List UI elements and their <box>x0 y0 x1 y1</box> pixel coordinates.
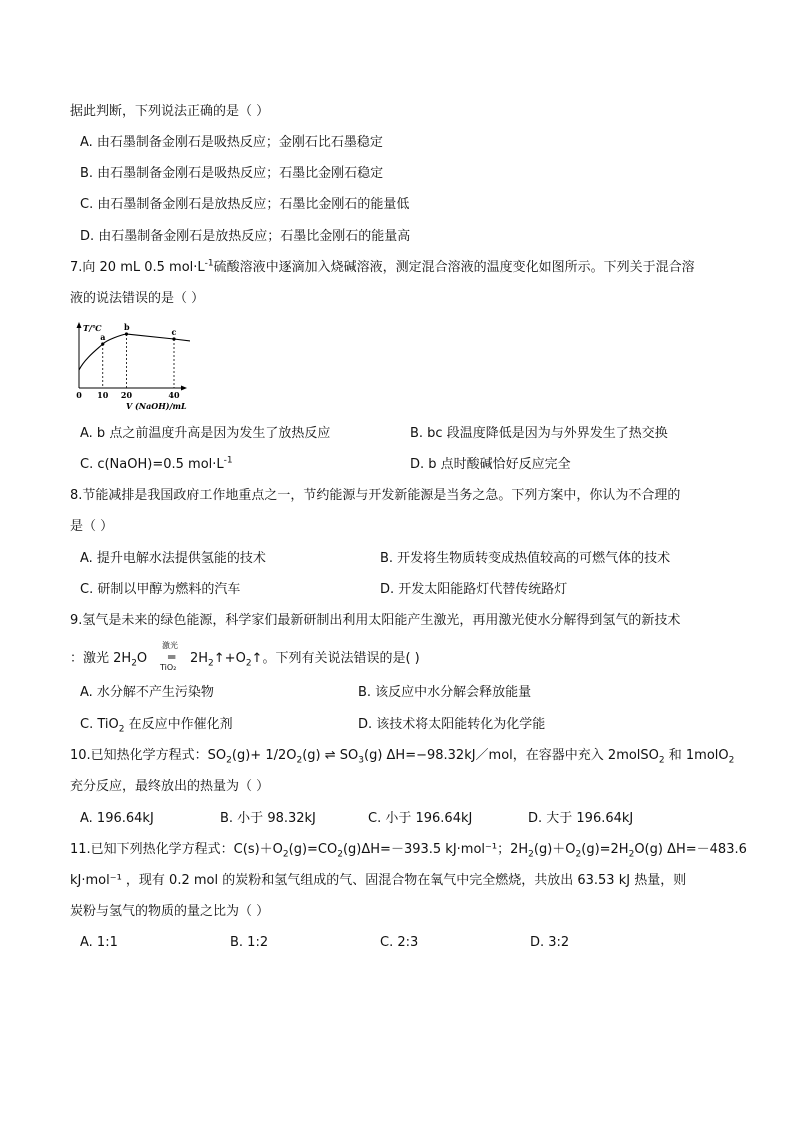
q11-stem-line3: 炭粉与氢气的物质的量之比为（ ） <box>70 904 270 919</box>
q6-option-d: D. 由石墨制备金刚石是放热反应；石墨比金刚石的能量高 <box>80 229 411 244</box>
q8-stem-line1: 8.节能减排是我国政府工作地重点之一，节约能源与开发新能源是当务之急。下列方案中，你认为不合理的 <box>70 488 681 503</box>
q11-option-d: D. 3:2 <box>530 935 570 950</box>
point-label-b: b <box>124 322 130 332</box>
point-a <box>101 342 104 345</box>
q8-option-a: A. 提升电解水法提供氢能的技术 <box>80 551 266 566</box>
q9-stem-line2-left: ：激光 $2H_2O$ <box>70 651 148 669</box>
q7-stem-line2: 液的说法错误的是（ ） <box>70 291 205 306</box>
q10-option-c: C. 小于 196.64kJ <box>368 811 473 826</box>
point-c <box>172 337 175 340</box>
q7-option-b: B. bc 段温度降低是因为与外界发生了热交换 <box>410 426 668 441</box>
q9-stem-line1: 9.氢气是未来的绿色能源，科学家们最新研制出利用太阳能产生激光，再用激光使水分解得到氢气的新技术 <box>70 613 681 628</box>
q10-stem-line1: 10.已知热化学方程式：$SO_2(g)+ 1/2O_2(g)$ ⇌ $SO_3(g)$ ΔH=−98.32kJ／mol，在容器中充入 2molSO$_2$ 和 1molO$_2$ <box>70 748 735 766</box>
q8-option-b: B. 开发将生物质转变成热值较高的可燃气体的技术 <box>380 551 671 566</box>
q9-option-c: C. TiO$_2$ 在反应中作催化剂 <box>80 717 233 735</box>
q7-stem-line1: 7.向 20 mL 0.5 $mol\cdot L^{-1}$硫酸溶液中逐滴加入烧碱溶液，测定混合溶液的温度变化如图所示。下列关于混合溶 <box>70 258 695 275</box>
x-tick-10: 10 <box>97 390 109 400</box>
point-label-c: c <box>171 327 177 337</box>
q9-option-d: D. 该技术将太阳能转化为化学能 <box>358 717 546 732</box>
y-axis-arrow <box>77 322 82 328</box>
y-axis-label: T/℃ <box>83 323 102 333</box>
q11-stem-line2: kJ·mol⁻¹ ，现有 0.2 mol 的炭粉和氢气组成的气、固混合物在氧气中完全燃烧，共放出 63.53 kJ 热量，则 <box>70 873 687 888</box>
q7-option-a: A. b 点之前温度升高是因为发生了放热反应 <box>80 426 331 441</box>
x-tick-40: 40 <box>168 390 180 400</box>
point-b <box>125 332 128 335</box>
q8-stem-line2: 是（ ） <box>70 519 114 534</box>
q6-option-c: C. 由石墨制备金刚石是放热反应；石墨比金刚石的能量低 <box>80 197 410 212</box>
q6-option-a: A. 由石墨制备金刚石是吸热反应；金刚石比石墨稳定 <box>80 135 383 150</box>
q9-option-a: A. 水分解不产生污染物 <box>80 685 214 700</box>
x-tick-0: 0 <box>76 390 82 400</box>
condition-laser: 激光 <box>162 641 178 650</box>
condition-equals: ═ <box>168 650 176 664</box>
x-tick-20: 20 <box>120 390 133 400</box>
x-axis-label: V (NaOH)/mL <box>126 401 187 411</box>
q10-option-b: B. 小于 98.32kJ <box>220 811 316 826</box>
q10-option-a: A. 196.64kJ <box>80 811 154 826</box>
q11-option-b: B. 1:2 <box>230 935 269 950</box>
condition-catalyst: TiO₂ <box>160 663 177 672</box>
q8-option-d: D. 开发太阳能路灯代替传统路灯 <box>380 582 568 597</box>
temperature-chart <box>70 320 190 412</box>
q7-option-d: D. b 点时酸碱恰好反应完全 <box>410 457 571 472</box>
q6-stem: 据此判断，下列说法正确的是（ ） <box>70 104 270 119</box>
x-axis-arrow <box>181 386 187 391</box>
q10-stem-line2: 充分反应，最终放出的热量为（ ） <box>70 779 270 794</box>
q9-option-b: B. 该反应中水分解会释放能量 <box>358 685 532 700</box>
q7-option-c: C. c(NaOH)=0.5 $mol\cdot L^{-1}$ <box>80 455 233 472</box>
q6-option-b: B. 由石墨制备金刚石是吸热反应；石墨比金刚石稳定 <box>80 166 384 181</box>
chart-svg <box>70 320 190 412</box>
q11-option-c: C. 2:3 <box>380 935 419 950</box>
q8-option-c: C. 研制以甲醇为燃料的汽车 <box>80 582 241 597</box>
q10-option-d: D. 大于 196.64kJ <box>528 811 634 826</box>
q11-option-a: A. 1:1 <box>80 935 118 950</box>
q9-stem-line2-right: $2H_2↑+O_2↑$。下列有关说法错误的是( ) <box>190 651 420 669</box>
point-label-a: a <box>100 332 106 342</box>
q11-stem-line1: 11.已知下列热化学方程式：$C(s)+O_2(g)=CO_2(g)\Delta H=-393.5$ kJ·mol⁻¹；$2H_2(g)+O_2(g)=2H_2O(g)$ ΔH=－483.6 <box>70 842 747 860</box>
reaction-condition <box>160 640 188 676</box>
